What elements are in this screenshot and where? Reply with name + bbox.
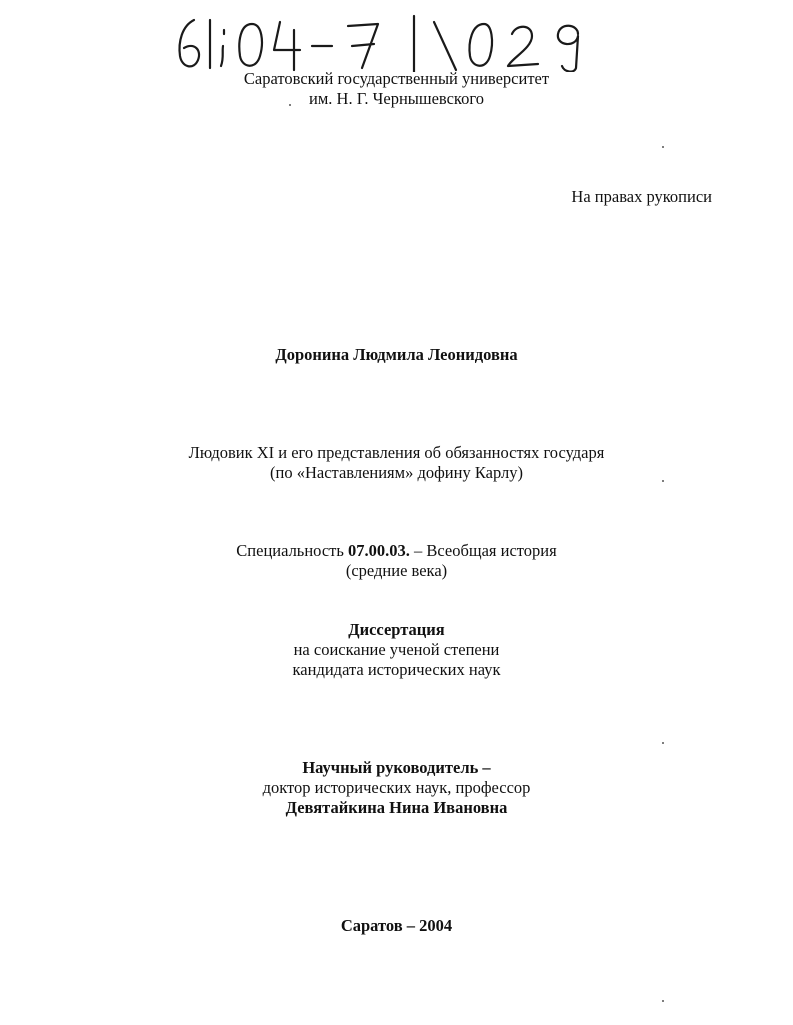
degree-line-1: на соискание ученой степени bbox=[293, 640, 500, 659]
dissertation-heading: Диссертация bbox=[348, 620, 445, 639]
scan-speck bbox=[662, 742, 664, 744]
scan-speck bbox=[662, 1000, 664, 1002]
specialty-line bbox=[0, 541, 793, 561]
supervisor-heading: Научный руководитель – bbox=[302, 758, 491, 777]
specialty-period: (средние века) bbox=[345, 561, 448, 580]
title-line-2: (по «Наставлениям» дофину Карлу) bbox=[270, 463, 523, 482]
scan-speck bbox=[289, 104, 291, 106]
author-name: Доронина Людмила Леонидовна bbox=[275, 345, 518, 364]
university-patronym: им. Н. Г. Чернышевского bbox=[309, 89, 484, 108]
specialty-code: 07.00.03. bbox=[348, 541, 410, 560]
specialty-suffix: – Всеобщая история bbox=[409, 541, 557, 560]
handwritten-archive-number bbox=[172, 12, 602, 72]
city-year: Саратов – 2004 bbox=[340, 916, 453, 935]
specialty-prefix: Специальность bbox=[236, 541, 349, 560]
university-name: Саратовский государственный университет bbox=[243, 69, 550, 88]
title-line-1: Людовик XI и его представления об обязанностях государя bbox=[188, 443, 605, 462]
supervisor-credentials: доктор исторических наук, профессор bbox=[262, 778, 531, 797]
degree-line-2: кандидата исторических наук bbox=[292, 660, 501, 679]
scan-speck bbox=[662, 480, 664, 482]
supervisor-name: Девятайкина Нина Ивановна bbox=[285, 798, 508, 817]
manuscript-rights: На правах рукописи bbox=[571, 187, 712, 206]
scan-speck bbox=[662, 146, 664, 148]
